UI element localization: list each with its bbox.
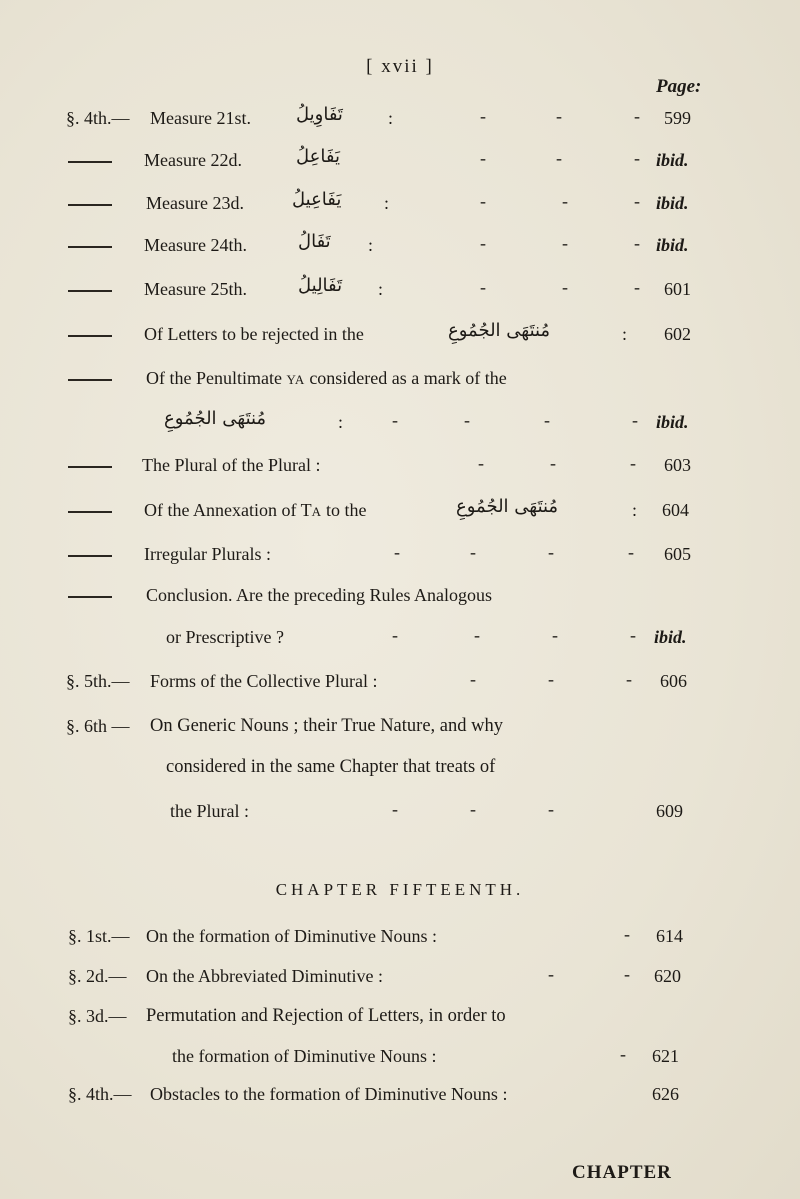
leader-dot: -: [630, 625, 636, 645]
page-number: 601: [664, 279, 691, 299]
arabic-term: تَفَالُ: [298, 231, 331, 252]
leader-dot: -: [480, 191, 486, 211]
entry-colon: :: [338, 412, 344, 432]
entry-title-continued: or Prescriptive ?: [166, 627, 284, 647]
leader-dot: -: [470, 669, 476, 689]
leader-dot: -: [634, 191, 640, 211]
page-number: 626: [652, 1084, 679, 1104]
page-column-label: Page:: [656, 76, 702, 97]
catchword: CHAPTER: [572, 1162, 672, 1183]
page-number: ibid.: [656, 150, 689, 170]
leader-dot: -: [628, 542, 634, 562]
entry-title-continued: the formation of Diminutive Nouns :: [172, 1046, 437, 1066]
toc-entry-conclusion: [0, 581, 800, 611]
leader-dot: -: [556, 148, 562, 168]
page-header: [ xvii ]: [366, 56, 434, 77]
section-prefix: §. 2d.—: [68, 966, 127, 986]
arabic-term: يَفَاعِلُ: [296, 146, 340, 167]
entry-title-continued: considered in the same Chapter that treats of: [166, 757, 496, 777]
toc-entry-conclusion-cont: [0, 623, 800, 653]
leader-dot: -: [544, 410, 550, 430]
entry-title: Permutation and Rejection of Letters, in order to: [146, 1006, 506, 1026]
leader-dot: -: [478, 453, 484, 473]
leader-dot: -: [480, 233, 486, 253]
entry-title: The Plural of the Plural :: [142, 455, 321, 475]
ditto-rule: [68, 555, 112, 557]
toc-entry-penultimate-ya: [0, 364, 800, 394]
entry-title: Obstacles to the formation of Diminutive Nouns :: [150, 1084, 508, 1104]
ditto-rule: [68, 246, 112, 248]
toc-entry-generic-nouns-cont: [0, 753, 800, 783]
entry-colon: :: [632, 500, 638, 520]
page-number: 599: [664, 108, 691, 128]
page-number: ibid.: [656, 193, 689, 213]
leader-dot: -: [630, 453, 636, 473]
entry-colon: :: [378, 279, 384, 299]
leader-dot: -: [474, 625, 480, 645]
leader-dot: -: [392, 625, 398, 645]
leader-dot: -: [470, 799, 476, 819]
page-number: ibid.: [654, 627, 687, 647]
leader-dot: -: [470, 542, 476, 562]
entry-title: Measure 25th.: [144, 279, 247, 299]
ditto-rule: [68, 204, 112, 206]
ditto-rule: [68, 596, 112, 598]
ditto-rule: [68, 379, 112, 381]
page-number: 609: [656, 801, 683, 821]
arabic-term: مُنتَهَى الجُمُوعِ: [456, 496, 559, 517]
leader-dot: -: [392, 410, 398, 430]
entry-title: Measure 24th.: [144, 235, 247, 255]
toc-entry-collective-plural: [0, 667, 800, 697]
entry-title: On the Abbreviated Diminutive :: [146, 966, 383, 986]
leader-dot: -: [624, 964, 630, 984]
page-number: 605: [664, 544, 691, 564]
ditto-rule: [68, 161, 112, 163]
toc-entry-diminutive-formation: [0, 922, 800, 952]
ditto-rule: [68, 466, 112, 468]
toc-entry-letters-rejected: [0, 320, 800, 350]
leader-dot: -: [634, 148, 640, 168]
entry-colon: :: [384, 193, 390, 213]
entry-title: Of the Penultimate: [146, 368, 282, 388]
leader-dot: -: [632, 410, 638, 430]
toc-entry-measure-23: [0, 189, 800, 219]
page-number: 602: [664, 324, 691, 344]
toc-entry-abbreviated-diminutive: [0, 962, 800, 992]
leader-dot: -: [480, 148, 486, 168]
toc-entry-irregular-plurals: [0, 540, 800, 570]
leader-dot: -: [634, 277, 640, 297]
toc-entry-annexation-ta: [0, 496, 800, 526]
leader-dot: -: [562, 233, 568, 253]
leader-dot: -: [548, 542, 554, 562]
entry-colon: :: [368, 235, 374, 255]
ditto-rule: [68, 335, 112, 337]
entry-title: Measure 22d.: [144, 150, 242, 170]
entry-title: Conclusion. Are the preceding Rules Analogous: [146, 585, 492, 605]
section-prefix: §. 6th —: [66, 716, 130, 736]
leader-dot: -: [548, 669, 554, 689]
toc-entry-measure-21: [0, 104, 800, 134]
toc-entry-measure-24: [0, 231, 800, 261]
entry-title: Of Letters to be rejected in the: [144, 324, 364, 344]
leader-dot: -: [392, 799, 398, 819]
entry-title: Measure 23d.: [146, 193, 244, 213]
page-number: 621: [652, 1046, 679, 1066]
leader-dot: -: [480, 277, 486, 297]
entry-title: Irregular Plurals :: [144, 544, 271, 564]
toc-entry-permutation-cont: [0, 1042, 800, 1072]
entry-colon: :: [622, 324, 628, 344]
section-prefix: §. 1st.—: [68, 926, 130, 946]
section-prefix: §. 3d.—: [68, 1006, 127, 1026]
small-caps-letter: YA: [286, 372, 305, 387]
entry-title-continued: considered as a mark of the: [309, 368, 507, 388]
toc-entry-measure-22: [0, 146, 800, 176]
toc-entry-obstacles: [0, 1080, 800, 1110]
entry-title: Of the Annexation of T: [144, 500, 312, 520]
arabic-term: تَفَالِيلُ: [298, 275, 343, 296]
chapter-heading: CHAPTER FIFTEENTH.: [275, 880, 525, 899]
ditto-rule: [68, 511, 112, 513]
small-caps-letter: A: [311, 504, 322, 519]
entry-title: On the formation of Diminutive Nouns :: [146, 926, 437, 946]
toc-entry-penultimate-ya-cont: [0, 408, 800, 438]
leader-dot: -: [626, 669, 632, 689]
page-number: 620: [654, 966, 681, 986]
entry-title-continued: to the: [326, 500, 367, 520]
leader-dot: -: [634, 106, 640, 126]
toc-entry-measure-25: [0, 275, 800, 305]
arabic-term: مُنتَهَى الجُمُوعِ: [164, 408, 267, 429]
arabic-term: يَفَاعِيلُ: [292, 189, 342, 210]
section-prefix: §. 4th.—: [68, 1084, 132, 1104]
entry-title-continued: the Plural :: [170, 801, 249, 821]
toc-entry-permutation: [0, 1002, 800, 1032]
leader-dot: -: [464, 410, 470, 430]
leader-dot: -: [556, 106, 562, 126]
page-number: 603: [664, 455, 691, 475]
page-number: ibid.: [656, 235, 689, 255]
leader-dot: -: [552, 625, 558, 645]
page-number: 604: [662, 500, 689, 520]
section-prefix: §. 4th.—: [66, 108, 130, 128]
toc-entry-generic-nouns-end: [0, 797, 800, 827]
leader-dot: -: [550, 453, 556, 473]
leader-dot: -: [548, 799, 554, 819]
leader-dot: -: [562, 277, 568, 297]
ditto-rule: [68, 290, 112, 292]
entry-colon: :: [388, 108, 394, 128]
entry-title: Measure 21st.: [150, 108, 251, 128]
leader-dot: -: [480, 106, 486, 126]
leader-dot: -: [634, 233, 640, 253]
leader-dot: -: [562, 191, 568, 211]
page-number: ibid.: [656, 412, 689, 432]
page-number: 614: [656, 926, 683, 946]
leader-dot: -: [620, 1044, 626, 1064]
toc-entry-generic-nouns: [0, 712, 800, 742]
page-number: 606: [660, 671, 687, 691]
entry-title: Forms of the Collective Plural :: [150, 671, 378, 691]
toc-entry-plural-of-plural: [0, 451, 800, 481]
leader-dot: -: [548, 964, 554, 984]
entry-title: On Generic Nouns ; their True Nature, and why: [150, 716, 503, 736]
arabic-term: تَفَاوِيلُ: [296, 104, 343, 125]
leader-dot: -: [624, 924, 630, 944]
leader-dot: -: [394, 542, 400, 562]
arabic-term: مُنتَهَى الجُمُوعِ: [448, 320, 551, 341]
section-prefix: §. 5th.—: [66, 671, 130, 691]
